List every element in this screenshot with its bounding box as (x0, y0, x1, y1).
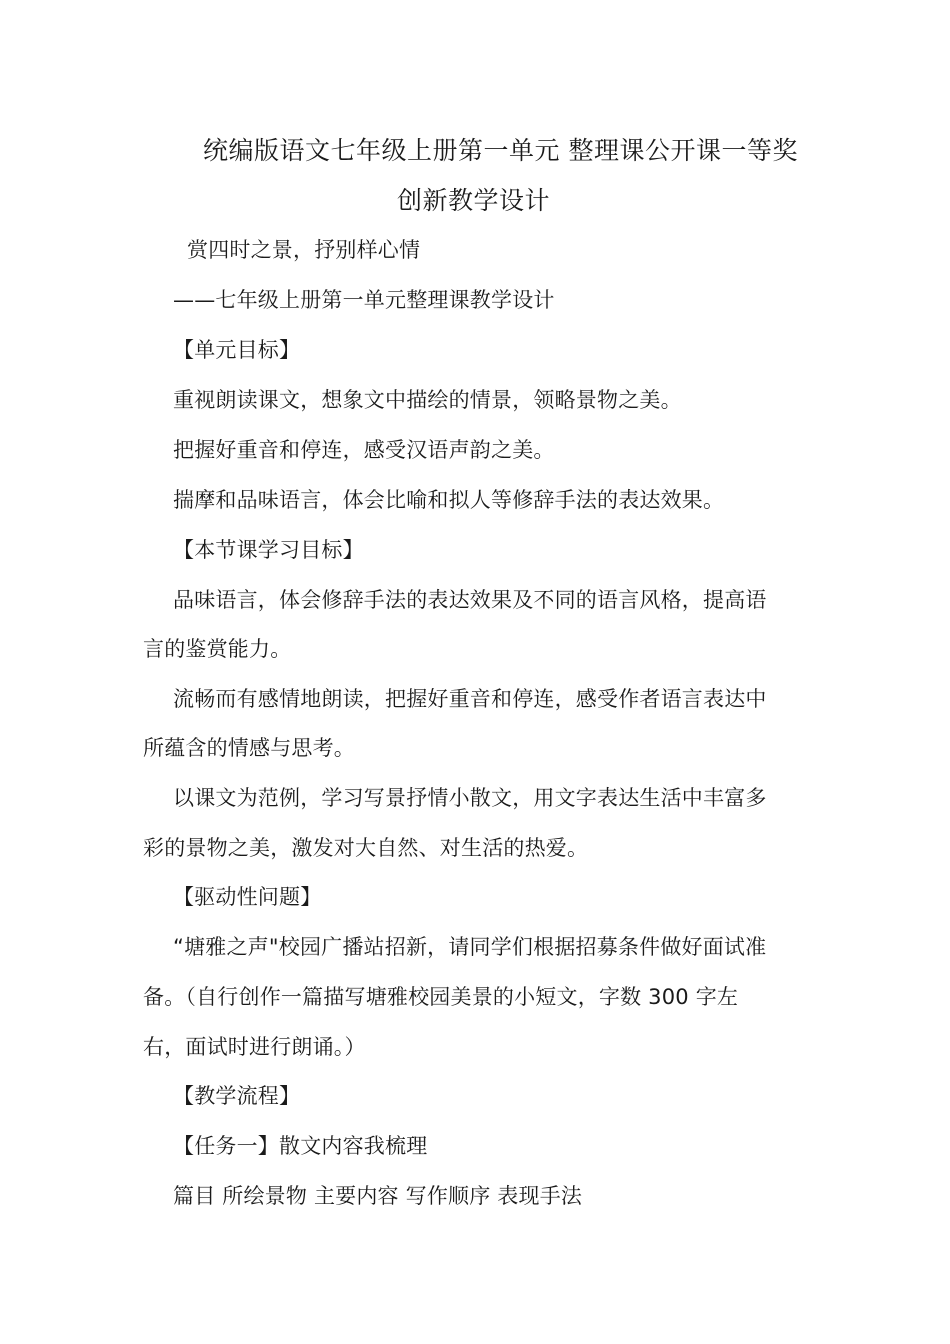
lesson-goal-line: 流畅而有感情地朗读，把握好重音和停连，感受作者语言表达中 (173, 687, 767, 711)
lesson-goals-heading: 【本节课学习目标】 (173, 538, 364, 562)
task1-heading: 【任务一】散文内容我梳理 (173, 1134, 428, 1158)
lesson-goal-line: 彩的景物之美，激发对大自然、对生活的热爱。 (143, 836, 589, 860)
driving-question-line: 备。（自行创作一篇描写塘雅校园美景的小短文，字数 300 字左 (143, 985, 739, 1009)
lesson-goal-line: 以课文为范例，学习写景抒情小散文，用文字表达生活中丰富多 (173, 786, 767, 810)
process-heading: 【教学流程】 (173, 1084, 301, 1108)
lesson-goal-line: 品味语言，体会修辞手法的表达效果及不同的语言风格，提高语 (173, 588, 767, 612)
unit-goals-heading: 【单元目标】 (173, 338, 301, 362)
unit-goal-item: 重视朗读课文，想象文中描绘的情景，领略景物之美。 (173, 388, 682, 412)
unit-goal-item: 把握好重音和停连，感受汉语声韵之美。 (173, 438, 555, 462)
table-header: 篇目 所绘景物 主要内容 写作顺序 表现手法 (173, 1184, 583, 1208)
lesson-goal-line: 所蕴含的情感与思考。 (143, 736, 355, 760)
document-title-line2: 创新教学设计 (397, 186, 551, 215)
driving-question-heading: 【驱动性问题】 (173, 885, 322, 909)
subtitle-secondary: ——七年级上册第一单元整理课教学设计 (173, 288, 555, 312)
driving-question-line: 右，面试时进行朗诵。） (143, 1035, 366, 1059)
subtitle: 赏四时之景，抒别样心情 (187, 238, 421, 262)
document-title-line1: 统编版语文七年级上册第一单元 整理课公开课一等奖 (203, 136, 798, 165)
lesson-goal-line: 言的鉴赏能力。 (143, 637, 292, 661)
driving-question-line: “塘雅之声"校园广播站招新，请同学们根据招募条件做好面试准 (173, 935, 767, 959)
unit-goal-item: 揣摩和品味语言，体会比喻和拟人等修辞手法的表达效果。 (173, 488, 725, 512)
